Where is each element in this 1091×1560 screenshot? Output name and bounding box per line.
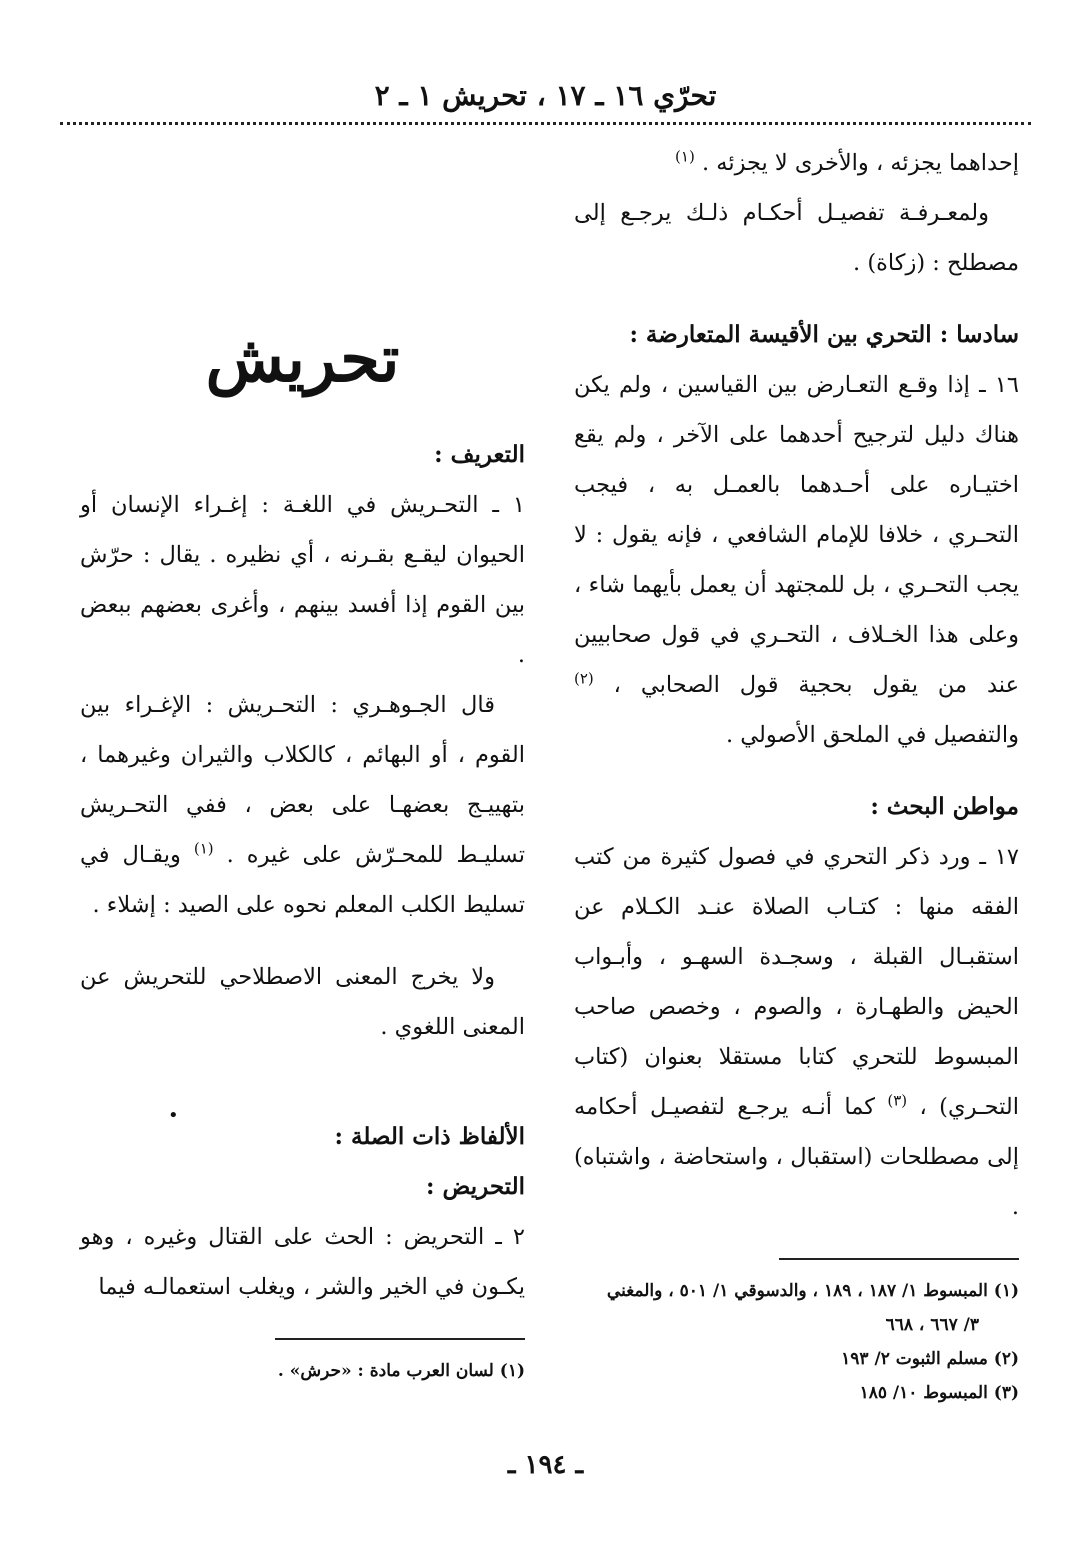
paragraph-text: قال الجـوهـري : التحـريش : الإغـراء بين القوم ، أو البهائم ، كالكلاب والثيران وغيرهما ، بتهييـج بعضهـا على بعض ، ففي التحـريش تسليـط للمحـرّش على غيره .: [80, 692, 526, 868]
section-heading-mawatin: مواطن البحث :: [870, 793, 1019, 820]
paragraph-17: [574, 832, 1019, 1232]
paragraph-text: ١٦ ـ إذا وقـع التعـارض بين القياسين ، ولم يكن هناك دليل لترجيح أحدهما على الآخر ، ولم يقع اختيـاره على أحـدهما بالعمـل به ، فيجب التحـري ، خلافا للإمام الشافعي ، فإنه يقول : لا يجب التحـري ، بل للمجتهد أن يعمل بأيهما شاء ، وعلى هذا الخـلاف ، التحـري في قول صحابيين عند من يقول بحجية قول الصحابي ،: [574, 372, 1019, 698]
header-title: تحرّي ١٦ ـ ١٧ ، تحريش ١ ـ ٢: [374, 79, 717, 112]
footnote-divider: [779, 1258, 1019, 1260]
paragraph-16: [574, 360, 1019, 760]
paragraph-zakat: ولمعـرفـة تفصيـل أحكـام ذلـك يرجـع إلى مصطلح : (زكاة) .: [574, 200, 1019, 276]
paragraph-1: ١ ـ التحـريش في اللغـة : إغـراء الإنسان أو الحيوان ليقـع بقـرنه ، أي نظيره . يقال : حرّش بين القوم إذا أفسد بينهم ، وأغرى بعضهم ببعض .: [80, 492, 525, 668]
paragraph-continuation: [574, 138, 1019, 188]
page-number: ـ ١٩٤ ـ: [507, 1450, 584, 1480]
heading-alfaz: الألفاظ ذات الصلة :: [334, 1123, 525, 1150]
paragraph-2: ٢ ـ التحريض : الحث على القتال وغيره ، وهو يكـون في الخير والشر ، ويغلب استعمالـه فيما: [80, 1224, 525, 1300]
footnote-ref[interactable]: (١): [193, 839, 214, 858]
footnote-2: (٢) مسلم الثبوت ٢/ ١٩٣: [841, 1349, 1019, 1369]
entry-title: تحريش: [205, 322, 400, 397]
footnote-ref[interactable]: (١): [675, 147, 695, 166]
footnote-ref[interactable]: (٣): [887, 1091, 908, 1110]
paragraph-text: ١٧ ـ ورد ذكر التحري في فصول كثيرة من كتب الفقه منها : كتـاب الصلاة عنـد الكـلام عن استقبـال القبلة ، وسجـدة السهـو ، وأبـواب الحيض والطهـارة ، والصوم ، وخصص صاحب المبسوط للتحري كتابا مستقلا بعنوان (كتاب التحـري) ،: [574, 844, 1019, 1120]
left-column: [80, 300, 525, 1388]
footnote-divider: [275, 1338, 525, 1340]
paragraph-text: والتفصيل في الملحق الأصولي .: [725, 722, 1019, 748]
paragraph-text: ويقـال في تسليط الكلب المعلم نحوه على الصيد : إشلاء .: [80, 842, 525, 918]
paragraph-text: كما أنـه يرجـع لتفصيـل أحكامه إلى مصطلحات (استقبال ، واستحاضة ، واشتباه) .: [574, 1094, 1019, 1220]
footnote-left-1: (١) لسان العرب مادة : «حرش» .: [277, 1361, 525, 1381]
footnote-ref[interactable]: (٢): [574, 669, 594, 688]
footnote-1: (١) المبسوط ١/ ١٨٧ ، ١٨٩ ، والدسوقي ١/ ٥٠١ ، والمغني: [606, 1281, 1019, 1301]
paragraph-text: إحداهما يجزئه ، والأخرى لا يجزئه .: [701, 150, 1019, 176]
paragraph-jawhari: [80, 680, 525, 930]
heading-tahrid: التحريض :: [426, 1173, 525, 1200]
running-header: [60, 70, 1031, 125]
footnote-1-continued: ٣/ ٦٦٧ ، ٦٦٨: [885, 1315, 979, 1335]
section-heading-sixth: سادسا : التحري بين الأقيسة المتعارضة :: [629, 321, 1019, 348]
stray-mark: •: [168, 1105, 179, 1126]
footnote-3: (٣) المبسوط ١٠/ ١٨٥: [859, 1383, 1019, 1403]
paragraph-istilah: ولا يخرج المعنى الاصطلاحي للتحريش عن المعنى اللغوي .: [80, 964, 525, 1040]
right-column: [574, 138, 1019, 1410]
heading-taarif: التعريف :: [434, 441, 525, 468]
